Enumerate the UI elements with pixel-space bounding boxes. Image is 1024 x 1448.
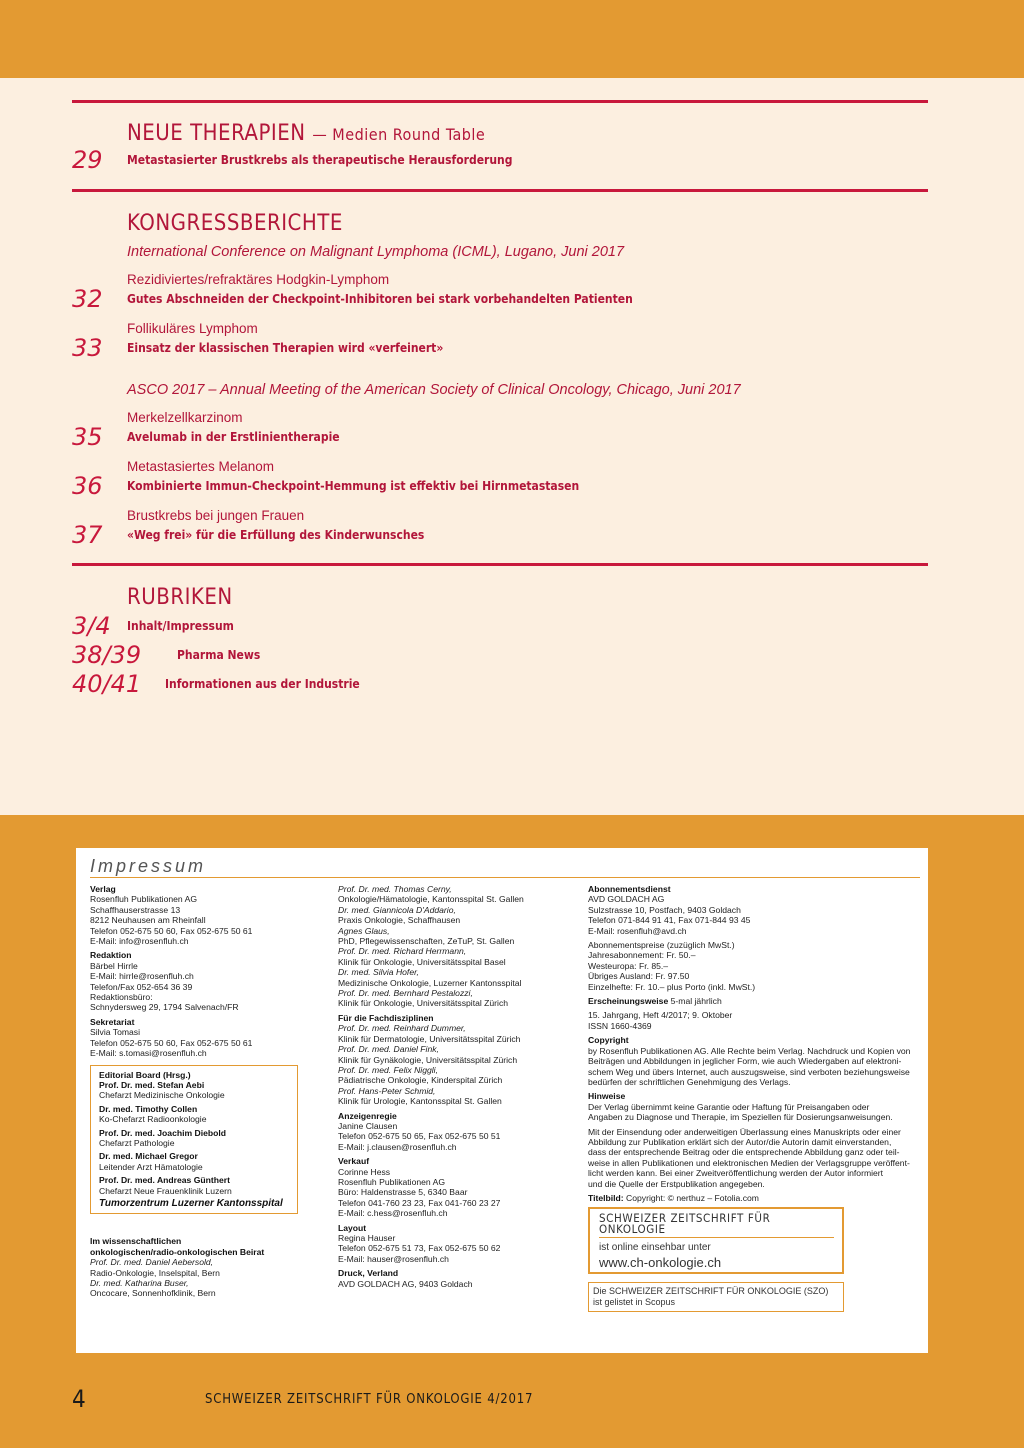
text-line: Übriges Ausland: Fr. 97.50 (588, 971, 690, 982)
article-title: Inhalt/Impressum (127, 619, 234, 633)
text-line: Beiträgen und Abbildungen in jeglicher Form, wie auch Wiedergaben auf elektroni- (588, 1056, 902, 1067)
email-line: E-Mail: info@rosenfluh.ch (90, 936, 189, 947)
page-number: 29 (72, 146, 103, 174)
text-line: Rosenfluh Publikationen AG (90, 894, 198, 905)
scopus-note-box (588, 1282, 844, 1312)
text-line: Mit der Einsendung oder anderweitigen Überlassung eines Manuskripts oder einer (588, 1126, 901, 1137)
beirat-role: Medizinische Onkologie, Luzerner Kantonsspital (338, 977, 522, 988)
email-line: E-Mail: s.tomasi@rosenfluh.ch (90, 1048, 207, 1059)
label-redaktion: Redaktion (90, 950, 132, 961)
footer-journal-title: SCHWEIZER ZEITSCHRIFT FÜR ONKOLOGIE 4/2017 (205, 1392, 534, 1407)
text-line: Bärbel Hirrle (90, 960, 138, 971)
impressum-column-2 (338, 884, 578, 1289)
page-number: 32 (72, 285, 103, 313)
label-verlag: Verlag (90, 884, 116, 894)
page-number: 38/39 (72, 641, 142, 669)
board-footer: Tumorzentrum Luzerner Kantonsspital (99, 1197, 283, 1209)
email-line: E-Mail: j.clausen@rosenfluh.ch (338, 1141, 457, 1152)
text-line: dass der entsprechende Beitrag oder die entsprechende Abbildung ganz oder teil- (588, 1147, 900, 1158)
text-line: by Rosenfluh Publikationen AG. Alle Rechte beim Verlag. Nachdruck und Kopien von (588, 1045, 911, 1056)
fach-name: Prof. Hans-Peter Schmid, (338, 1085, 436, 1096)
fach-role: Pädiatrische Onkologie, Kinderspital Zürich (338, 1075, 503, 1086)
beirat-role: PhD, Pflegewissenschaften, ZeTuP, St. Gallen (338, 936, 515, 947)
text-line: Abonnementspreise (zuzüglich MwSt.) (588, 940, 735, 951)
impressum-heading: Impressum (90, 856, 207, 876)
beirat-name: Agnes Glaus, (338, 925, 390, 936)
topic-label: Metastasiertes Melanom (127, 459, 275, 474)
text-line: Westeuropa: Fr. 85.– (588, 960, 669, 971)
beirat-name: Dr. med. Katharina Buser, (90, 1278, 189, 1288)
text-line: Angaben zu Diagnose und Therapie, im Speziellen für Dosierungsanweisungen. (588, 1112, 893, 1123)
text-line: Büro: Haldenstrasse 5, 6340 Baar (338, 1187, 468, 1198)
article-title: Einsatz der klassischen Therapien wird «verfeinert» (127, 341, 444, 355)
beirat-role: Onkologie/Hämatologie, Kantonsspital St. Gallen (338, 894, 524, 905)
page-number: 36 (72, 472, 103, 500)
text-line: Rosenfluh Publikationen AG (338, 1176, 446, 1187)
text-line: bedürfen der schriftlichen Genehmigung des Verlags. (588, 1076, 791, 1087)
toc-entry[interactable] (72, 287, 928, 311)
impressum-column-1 (90, 884, 330, 1299)
label-sekretariat: Sekretariat (90, 1016, 135, 1027)
page-number: 35 (72, 423, 103, 451)
text-line: Silvia Tomasi (90, 1027, 140, 1038)
online-promo-box (588, 1207, 844, 1274)
board-member-name: Prof. Dr. med. Stefan Aebi (99, 1079, 205, 1090)
text-line: Einzelhefte: Fr. 10.– plus Porto (inkl. MwSt.) (588, 981, 756, 992)
editorial-board-box (90, 1065, 298, 1215)
text-line: Die SCHWEIZER ZEITSCHRIFT FÜR ONKOLOGIE (SZO) (593, 1286, 829, 1296)
titelbild-value: Copyright: © nerthuz – Fotolia.com (626, 1192, 759, 1203)
text-line: Telefon/Fax 052-654 36 39 (90, 981, 193, 992)
erscheinungsweise-value: 5-mal jährlich (670, 996, 722, 1007)
beirat-role: Praxis Onkologie, Schaffhausen (338, 915, 461, 926)
page-number: 33 (72, 334, 103, 362)
board-member-role: Leitender Arzt Hämatologie (99, 1161, 203, 1172)
page-number: 3/4 (72, 612, 111, 640)
fach-role: Klinik für Gynäkologie, Universitätsspital Zürich (338, 1054, 518, 1065)
fach-role: Klinik für Dermatologie, Universitätsspital Zürich (338, 1033, 521, 1044)
label-titelbild: Titelbild: (588, 1192, 624, 1203)
article-title: Metastasierter Brustkrebs als therapeutische Herausforderung (127, 153, 513, 167)
beirat-name: Dr. med. Silvia Hofer, (338, 967, 419, 978)
fach-name: Prof. Dr. med. Daniel Fink, (338, 1044, 439, 1055)
text-line: Schaffhauserstrasse 13 (90, 904, 181, 915)
beirat-role: Klinik für Onkologie, Universitätsspital Zürich (338, 998, 509, 1009)
section-subtitle: — Medien Round Table (312, 125, 486, 144)
text-line: Corinne Hess (338, 1166, 391, 1177)
beirat-name: Dr. med. Giannicola D'Addario, (338, 904, 456, 915)
board-member-role: Chefarzt Medizinische Onkologie (99, 1090, 225, 1101)
text-line: Regina Hauser (338, 1233, 396, 1243)
label-druck: Druck, Verland (338, 1268, 399, 1279)
text-line: Telefon 041-760 23 23, Fax 041-760 23 27 (338, 1197, 501, 1208)
conference-title: ASCO 2017 – Annual Meeting of the American Society of Clinical Oncology, Chicago, Juni 2017 (127, 382, 741, 398)
text-line: 15. Jahrgang, Heft 4/2017; 9. Oktober (588, 1010, 733, 1021)
beirat-name: Prof. Dr. med. Richard Herrmann, (338, 946, 467, 957)
board-member-name: Dr. med. Timothy Collen (99, 1103, 198, 1114)
board-member-name: Dr. med. Michael Gregor (99, 1151, 198, 1162)
article-title: Avelumab in der Erstlinientherapie (127, 430, 340, 444)
text-line: ISSN 1660-4369 (588, 1020, 652, 1031)
beirat-role: Klinik für Onkologie, Universitätsspital Basel (338, 956, 506, 967)
text-line: Sulzstrasse 10, Postfach, 9403 Goldach (588, 904, 741, 915)
conference-title: International Conference on Malignant Lymphoma (ICML), Lugano, Juni 2017 (127, 244, 625, 260)
text-line: Abbildung zur Publikation erklärt sich der Autor/die Autorin damit einverstanden, (588, 1136, 892, 1147)
footer-page-number: 4 (72, 1385, 86, 1413)
label-erscheinungsweise: Erscheinungsweise (588, 996, 669, 1007)
online-note: ist online einsehbar unter (599, 1242, 711, 1254)
toc-entry[interactable] (72, 643, 928, 672)
label-layout: Layout (338, 1222, 367, 1233)
page-number: 40/41 (72, 670, 142, 698)
email-line: E-Mail: hauser@rosenfluh.ch (338, 1253, 449, 1264)
toc-entry[interactable] (72, 148, 928, 172)
toc-entry[interactable] (72, 336, 928, 360)
text-line: Janine Clausen (338, 1120, 398, 1131)
label-copyright: Copyright (588, 1035, 629, 1046)
label-beirat: Im wissenschaftlichen (90, 1236, 182, 1247)
text-line: Telefon 071-844 91 41, Fax 071-844 93 45 (588, 915, 751, 926)
board-member-name: Prof. Dr. med. Joachim Diebold (99, 1127, 227, 1138)
topic-label: Rezidiviertes/refraktäres Hodgkin-Lymphom (127, 272, 390, 287)
beirat-name: Prof. Dr. med. Thomas Cerny, (338, 884, 452, 894)
top-orange-band (0, 0, 1024, 78)
email-line: E-Mail: c.hess@rosenfluh.ch (338, 1208, 448, 1219)
text-line: Der Verlag übernimmt keine Garantie oder Haftung für Preisangaben oder (588, 1101, 870, 1112)
text-line: und die Quelle der Erstpublikation angegeben. (588, 1178, 765, 1189)
beirat-role: Radio-Onkologie, Inselspital, Bern (90, 1267, 220, 1278)
topic-label: Brustkrebs bei jungen Frauen (127, 508, 305, 523)
board-member-role: Chefarzt Neue Frauenklinik Luzern (99, 1185, 232, 1196)
article-title: «Weg frei» für die Erfüllung des Kinderwunsches (127, 528, 425, 542)
section-title-neue-therapien: NEUE THERAPIEN — Medien Round Table (127, 121, 486, 146)
section-title-rubriken: RUBRIKEN (127, 585, 233, 610)
text-line: Telefon 052-675 50 60, Fax 052-675 50 61 (90, 1037, 253, 1048)
impressum-column-3 (588, 884, 924, 1312)
text-line: AVD GOLDACH AG (588, 894, 665, 905)
label-abonnementsdienst: Abonnementsdienst (588, 884, 671, 894)
journal-name: SCHWEIZER ZEITSCHRIFT FÜR ONKOLOGIE (599, 1213, 834, 1238)
article-title: Informationen aus der Industrie (165, 677, 360, 691)
impressum-box (76, 848, 928, 1353)
article-title: Kombinierte Immun-Checkpoint-Hemmung ist effektiv bei Hirnmetastasen (127, 479, 580, 493)
beirat-name: Prof. Dr. med. Daniel Aebersold, (90, 1257, 214, 1268)
beirat-role: Oncocare, Sonnenhofklinik, Bern (90, 1288, 216, 1299)
label-hinweise: Hinweise (588, 1091, 626, 1102)
toc-entry[interactable] (72, 474, 928, 498)
toc-entry[interactable] (72, 425, 928, 449)
impressum-header (90, 856, 920, 878)
journal-url-link[interactable]: www.ch-onkologie.ch (599, 1254, 722, 1270)
label-fachdisziplinen: Für die Fachdisziplinen (338, 1012, 434, 1023)
text-line: Telefon 052-675 51 73, Fax 052-675 50 62 (338, 1243, 501, 1254)
board-member-role: Ko-Chefarzt Radioonkologie (99, 1114, 207, 1125)
page-number: 37 (72, 521, 103, 549)
toc-entry[interactable] (72, 672, 928, 701)
topic-label: Follikuläres Lymphom (127, 321, 258, 336)
text-line: Redaktionsbüro: (90, 992, 153, 1003)
label-editorial-board: Editorial Board (Hrsg.) (99, 1069, 191, 1080)
text-line: ist gelistet in Scopus (593, 1297, 676, 1307)
beirat-name: Prof. Dr. med. Bernhard Pestalozzi, (338, 988, 473, 999)
article-title: Pharma News (177, 648, 261, 662)
text-line: licht werden kann. Bei einer Zweitveröffentlichung werden der Autor informiert (588, 1168, 884, 1179)
label-verkauf: Verkauf (338, 1156, 370, 1167)
board-member-role: Chefarzt Pathologie (99, 1137, 175, 1148)
text-line: Schnydersweg 29, 1794 Salvenach/FR (90, 1002, 239, 1013)
text-line: Jahresabonnement: Fr. 50.– (588, 950, 696, 961)
text-line: 8212 Neuhausen am Rheinfall (90, 915, 206, 926)
text-line: weise in allen Publikationen und elektronischen Medien der Verlagsgruppe veröffent- (588, 1157, 910, 1168)
topic-label: Merkelzellkarzinom (127, 410, 243, 425)
toc-entry[interactable] (72, 614, 928, 643)
text-line: Telefon 052-675 50 65, Fax 052-675 50 51 (338, 1131, 501, 1142)
email-line: E-Mail: rosenfluh@avd.ch (588, 925, 687, 936)
fach-name: Prof. Dr. med. Reinhard Dummer, (338, 1023, 466, 1034)
fach-role: Klinik für Urologie, Kantonsspital St. Gallen (338, 1096, 502, 1107)
label-beirat: onkologischen/radio-onkologischen Beirat (90, 1246, 265, 1257)
fach-name: Prof. Dr. med. Felix Niggli, (338, 1064, 438, 1075)
text-line: AVD GOLDACH AG, 9403 Goldach (338, 1278, 473, 1289)
text-line: schem Weg und übers Internet, auch auszugsweise, sind verboten beziehungsweise (588, 1066, 910, 1077)
label-anzeigenregie: Anzeigenregie (338, 1110, 397, 1121)
text-line: Telefon 052-675 50 60, Fax 052-675 50 61 (90, 925, 253, 936)
board-member-name: Prof. Dr. med. Andreas Günthert (99, 1175, 230, 1186)
toc-entry[interactable] (72, 523, 928, 547)
section-title-kongressberichte: KONGRESSBERICHTE (127, 211, 343, 236)
article-title: Gutes Abschneiden der Checkpoint-Inhibitoren bei stark vorbehandelten Patienten (127, 292, 633, 306)
email-line: E-Mail: hirrle@rosenfluh.ch (90, 971, 194, 982)
table-of-contents (72, 100, 928, 701)
